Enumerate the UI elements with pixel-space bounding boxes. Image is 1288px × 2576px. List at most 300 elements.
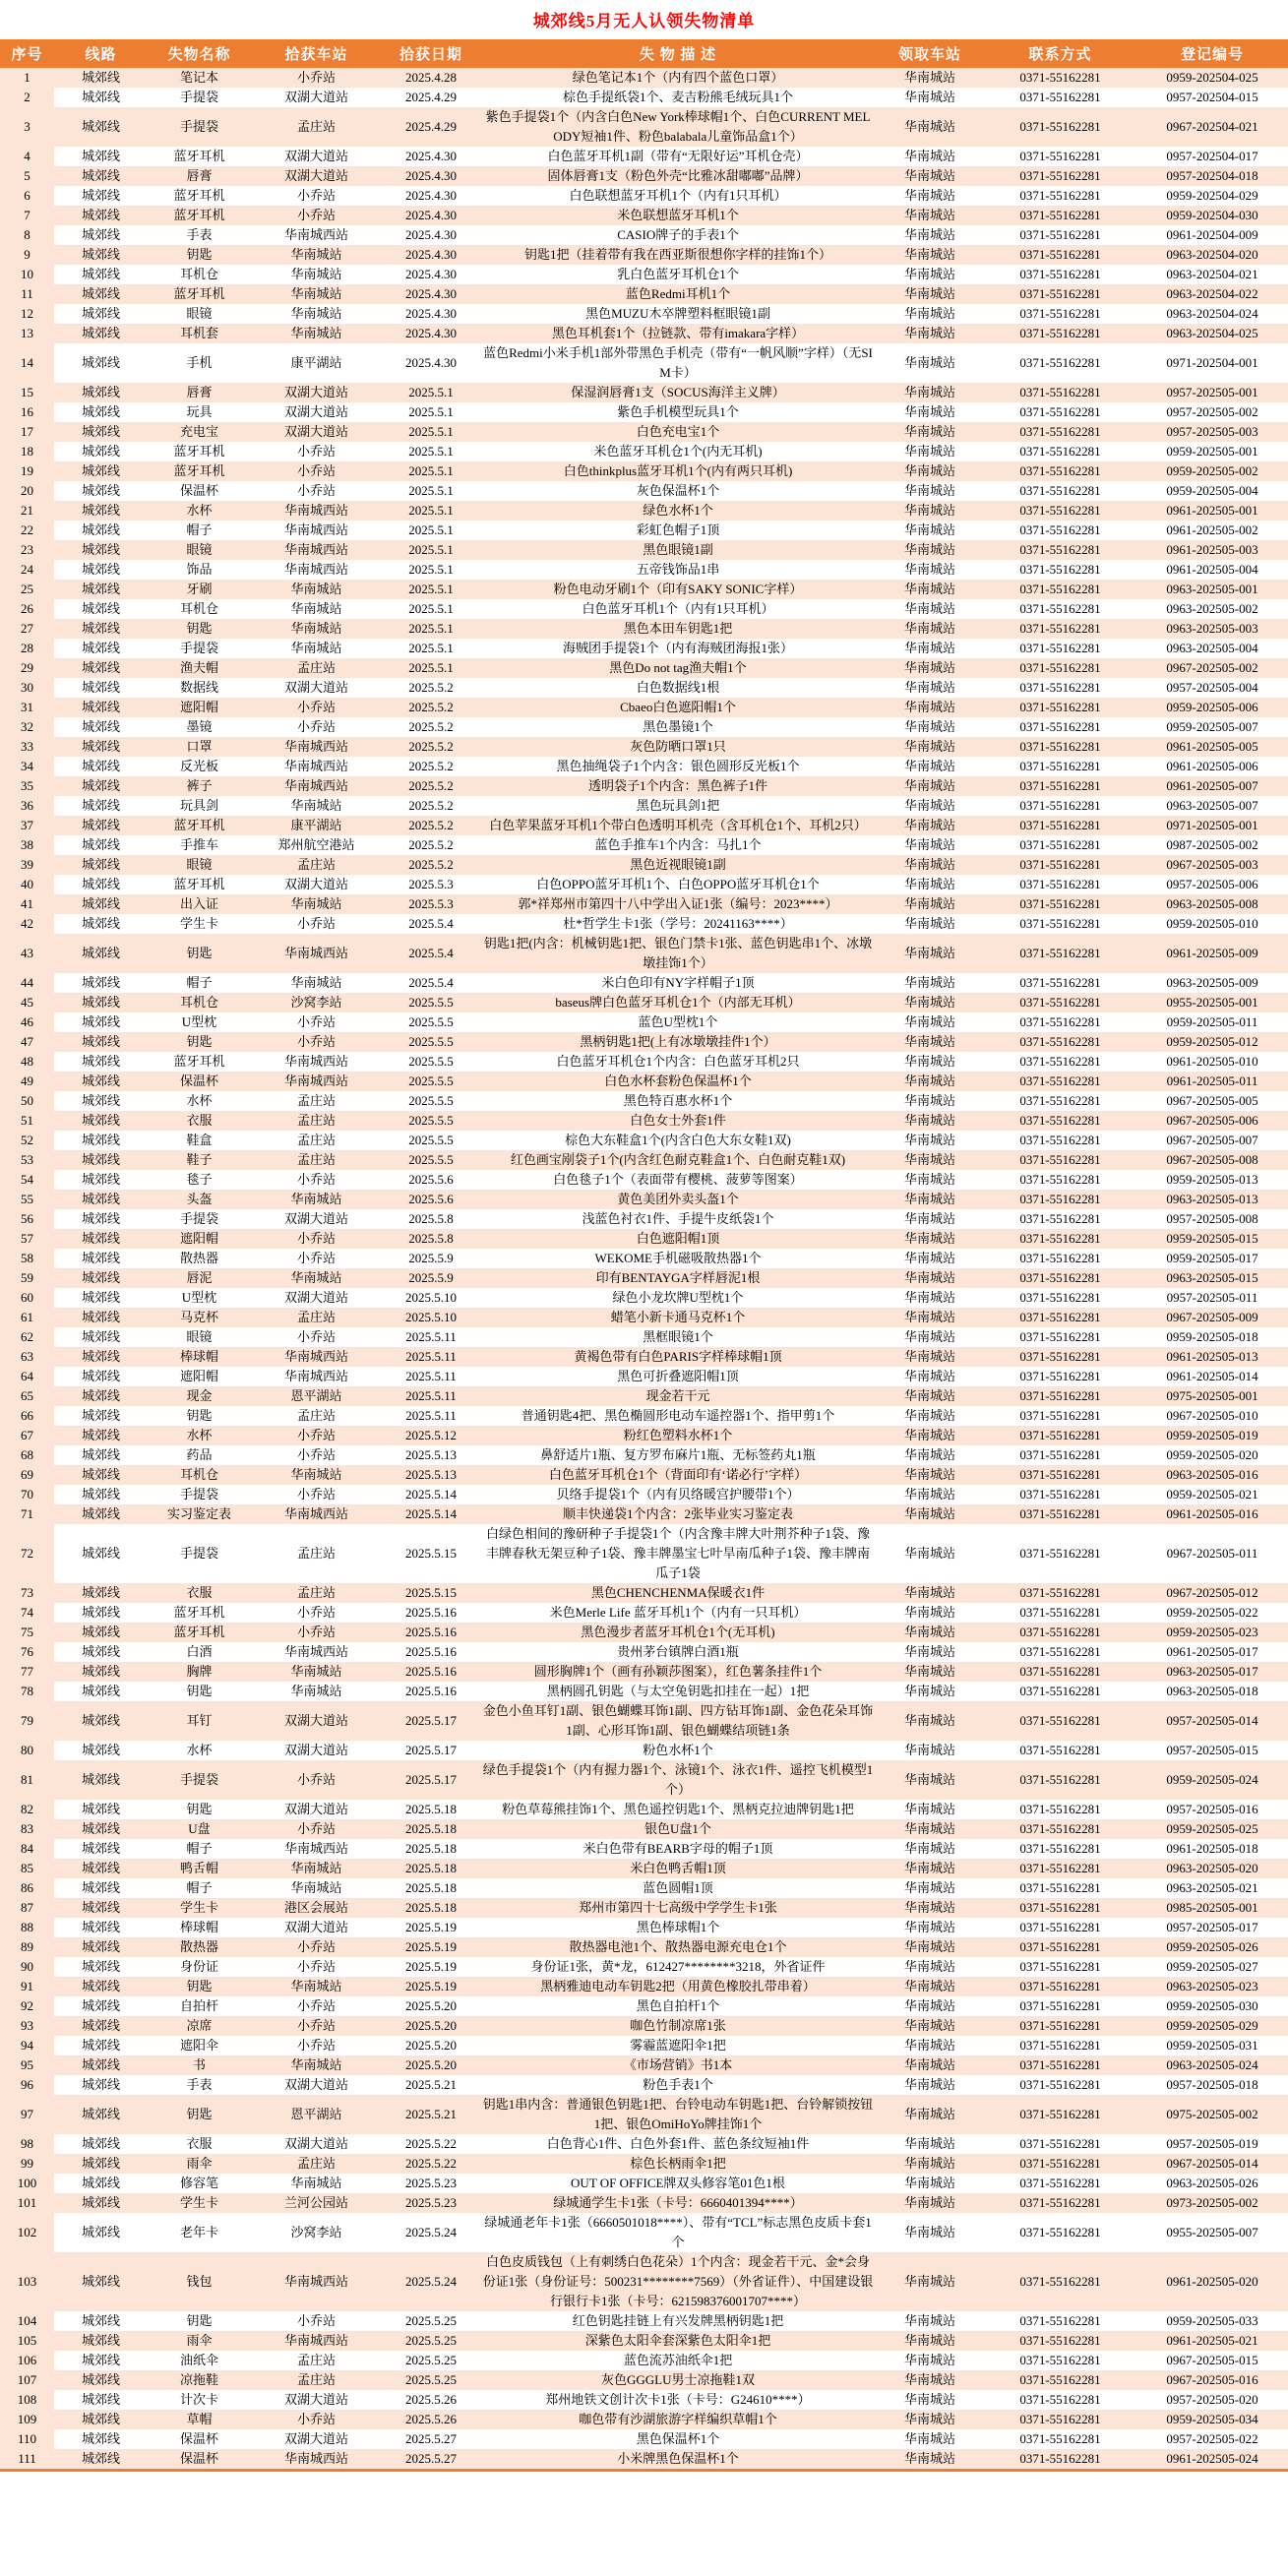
table-cell: 0961-202505-003 — [1136, 540, 1288, 560]
table-cell: 鞋子 — [148, 1150, 251, 1170]
table-cell: 0957-202504-015 — [1136, 88, 1288, 107]
table-cell: 7 — [0, 206, 54, 225]
table-cell: 92 — [0, 1996, 54, 2016]
table-cell: 城郊线 — [54, 1898, 148, 1918]
table-cell: 0371-55162281 — [984, 678, 1136, 698]
table-cell: 恩平湖站 — [251, 2095, 382, 2134]
table-cell: 蓝牙耳机 — [148, 1623, 251, 1642]
table-cell: 0371-55162281 — [984, 1170, 1136, 1190]
table-row — [0, 1996, 1288, 2016]
table-cell: 0957-202505-018 — [1136, 2075, 1288, 2095]
table-cell: 遮阳帽 — [148, 1367, 251, 1386]
table-row — [0, 894, 1288, 914]
table-cell: 小乔站 — [251, 442, 382, 461]
table-cell: 华南城站 — [876, 1111, 984, 1131]
table-cell: 73 — [0, 1583, 54, 1603]
table-cell: 91 — [0, 1977, 54, 1996]
table-cell: 城郊线 — [54, 265, 148, 284]
table-cell: 遮阳帽 — [148, 698, 251, 717]
table-cell: 城郊线 — [54, 1072, 148, 1091]
table-cell: 52 — [0, 1131, 54, 1150]
table-cell: 0371-55162281 — [984, 2134, 1136, 2154]
table-cell: 圆形胸牌1个（画有孙颖莎图案），红色薯条挂件1个 — [480, 1662, 876, 1682]
table-cell: 华南城站 — [876, 481, 984, 501]
table-cell: 2025.5.2 — [382, 816, 480, 835]
table-cell: 2025.5.18 — [382, 1859, 480, 1878]
table-cell: 13 — [0, 324, 54, 343]
table-cell: 33 — [0, 737, 54, 757]
table-cell: 81 — [0, 1760, 54, 1800]
table-cell: 华南城站 — [876, 1839, 984, 1859]
table-row — [0, 2331, 1288, 2351]
table-cell: 华南城站 — [876, 2449, 984, 2471]
table-cell: 2025.4.28 — [382, 68, 480, 88]
table-cell: 白色遮阳帽1顶 — [480, 1229, 876, 1249]
table-cell: 2025.5.25 — [382, 2311, 480, 2331]
table-cell: 84 — [0, 1839, 54, 1859]
table-cell: 华南城站 — [251, 894, 382, 914]
table-cell: 钥匙 — [148, 619, 251, 639]
table-row — [0, 2311, 1288, 2331]
table-cell: 2025.5.4 — [382, 973, 480, 993]
table-cell: 2025.5.20 — [382, 2016, 480, 2036]
table-cell: 2025.5.2 — [382, 855, 480, 875]
table-cell: 城郊线 — [54, 2331, 148, 2351]
table-cell: 郑州航空港站 — [251, 835, 382, 855]
table-cell: 蓝色Redmi耳机1个 — [480, 284, 876, 304]
table-cell: 手推车 — [148, 835, 251, 855]
table-cell: 华南城站 — [876, 678, 984, 698]
table-cell: 0959-202505-029 — [1136, 2016, 1288, 2036]
table-cell: 华南城站 — [876, 796, 984, 816]
table-cell: 华南城站 — [876, 540, 984, 560]
table-cell: 2025.5.5 — [382, 1052, 480, 1072]
table-cell: 2025.4.29 — [382, 107, 480, 147]
table-cell: 0371-55162281 — [984, 245, 1136, 265]
table-cell: 93 — [0, 2016, 54, 2036]
table-cell: 0371-55162281 — [984, 1878, 1136, 1898]
column-header: 序号 — [0, 39, 54, 68]
table-cell: 黑色眼镜1副 — [480, 540, 876, 560]
table-cell: 钥匙 — [148, 1032, 251, 1052]
table-cell: 华南城站 — [876, 1741, 984, 1760]
table-row — [0, 2036, 1288, 2055]
table-cell: 2025.5.9 — [382, 1249, 480, 1268]
table-cell: 0957-202505-006 — [1136, 875, 1288, 894]
table-cell: 0371-55162281 — [984, 1583, 1136, 1603]
table-cell: 华南城站 — [876, 1524, 984, 1583]
table-cell: 双湖大道站 — [251, 1701, 382, 1741]
table-row — [0, 1032, 1288, 1052]
table-cell: 86 — [0, 1878, 54, 1898]
table-cell: 白色OPPO蓝牙耳机1个、白色OPPO蓝牙耳机仓1个 — [480, 875, 876, 894]
table-cell: 0967-202505-006 — [1136, 1111, 1288, 1131]
table-cell: 华南城站 — [876, 1367, 984, 1386]
table-cell: 48 — [0, 1052, 54, 1072]
table-cell: 华南城站 — [251, 1878, 382, 1898]
table-cell: 城郊线 — [54, 2213, 148, 2252]
table-cell: 0955-202505-001 — [1136, 993, 1288, 1012]
table-cell: 0957-202505-008 — [1136, 1209, 1288, 1229]
table-cell: 0371-55162281 — [984, 1052, 1136, 1072]
table-cell: 59 — [0, 1268, 54, 1288]
table-cell: 华南城站 — [876, 1977, 984, 1996]
table-cell: 2025.5.1 — [382, 442, 480, 461]
table-cell: 遮阳伞 — [148, 2036, 251, 2055]
table-cell: 城郊线 — [54, 2370, 148, 2390]
table-cell: 60 — [0, 1288, 54, 1308]
table-cell: 城郊线 — [54, 2410, 148, 2429]
table-cell: 城郊线 — [54, 639, 148, 658]
table-cell: 39 — [0, 855, 54, 875]
table-cell: 白色皮质钱包（上有刺绣白色花朵）1个内含：现金若干元、金*会身份证1张（身份证号：500231********7569）（外省证件）、中国建设银行银行卡1张（卡号：621598376001707****） — [480, 2252, 876, 2311]
table-cell: 城郊线 — [54, 1701, 148, 1741]
table-cell: 双湖大道站 — [251, 88, 382, 107]
table-cell: 华南城站 — [251, 2174, 382, 2193]
table-cell: 0371-55162281 — [984, 88, 1136, 107]
table-cell: 蓝牙耳机 — [148, 442, 251, 461]
table-cell: 城郊线 — [54, 2075, 148, 2095]
table-cell: 华南城站 — [876, 580, 984, 599]
table-cell: 华南城站 — [251, 796, 382, 816]
table-cell: 城郊线 — [54, 835, 148, 855]
table-row — [0, 934, 1288, 973]
table-cell: 城郊线 — [54, 1229, 148, 1249]
table-cell: 油纸伞 — [148, 2351, 251, 2370]
table-cell: 0959-202505-012 — [1136, 1032, 1288, 1052]
table-cell: 小乔站 — [251, 1937, 382, 1957]
table-cell: 华南城西站 — [251, 540, 382, 560]
table-cell: 0371-55162281 — [984, 2390, 1136, 2410]
table-cell: 0971-202504-001 — [1136, 343, 1288, 383]
table-cell: 0371-55162281 — [984, 2174, 1136, 2193]
table-cell: 城郊线 — [54, 875, 148, 894]
table-row — [0, 698, 1288, 717]
table-cell: 36 — [0, 796, 54, 816]
table-cell: 华南城站 — [876, 1485, 984, 1504]
table-cell: 0963-202505-003 — [1136, 619, 1288, 639]
table-cell: 钥匙 — [148, 1800, 251, 1819]
table-cell: 粉色水杯1个 — [480, 1741, 876, 1760]
table-cell: 2025.5.19 — [382, 1957, 480, 1977]
table-cell: 蓝牙耳机 — [148, 284, 251, 304]
table-row — [0, 2449, 1288, 2471]
table-cell: 0959-202505-011 — [1136, 1012, 1288, 1032]
table-row — [0, 599, 1288, 619]
table-row — [0, 1682, 1288, 1701]
table-cell: 28 — [0, 639, 54, 658]
table-cell: 0955-202505-007 — [1136, 2213, 1288, 2252]
table-cell: 0371-55162281 — [984, 1426, 1136, 1445]
table-cell: 华南城站 — [251, 973, 382, 993]
table-cell: 灰色防晒口罩1只 — [480, 737, 876, 757]
table-cell: 2025.5.4 — [382, 914, 480, 934]
table-cell: 城郊线 — [54, 68, 148, 88]
table-cell: 小乔站 — [251, 1445, 382, 1465]
table-cell: 华南城站 — [876, 1957, 984, 1977]
table-cell: 印有BENTAYGA字样唇泥1根 — [480, 1268, 876, 1288]
table-cell: 白色蓝牙耳机仓1个（背面印有‘诺必行’字样） — [480, 1465, 876, 1485]
table-cell: 浅蓝色衬衣1件、手提牛皮纸袋1个 — [480, 1209, 876, 1229]
table-cell: 现金 — [148, 1386, 251, 1406]
table-row — [0, 206, 1288, 225]
table-cell: 保温杯 — [148, 2429, 251, 2449]
table-cell: 城郊线 — [54, 2311, 148, 2331]
table-cell: 2025.5.13 — [382, 1465, 480, 1485]
table-cell: 手机 — [148, 343, 251, 383]
table-row — [0, 717, 1288, 737]
table-cell: 65 — [0, 1386, 54, 1406]
table-cell: 城郊线 — [54, 2390, 148, 2410]
table-row — [0, 2075, 1288, 2095]
table-cell: 0371-55162281 — [984, 2095, 1136, 2134]
table-cell: 白色背心1件、白色外套1件、蓝色条纹短袖1件 — [480, 2134, 876, 2154]
table-cell: 衣服 — [148, 1583, 251, 1603]
table-row — [0, 1367, 1288, 1386]
table-cell: 手提袋 — [148, 1209, 251, 1229]
table-cell: 21 — [0, 501, 54, 521]
table-cell: 手提袋 — [148, 1485, 251, 1504]
table-cell: 0371-55162281 — [984, 1091, 1136, 1111]
table-cell: 黑色本田车钥匙1把 — [480, 619, 876, 639]
table-cell: 72 — [0, 1524, 54, 1583]
table-cell: 0371-55162281 — [984, 422, 1136, 442]
table-cell: 0961-202505-014 — [1136, 1367, 1288, 1386]
table-cell: 头盔 — [148, 1190, 251, 1209]
table-cell: 华南城站 — [876, 2075, 984, 2095]
table-cell: 华南城西站 — [251, 2252, 382, 2311]
table-cell: 孟庄站 — [251, 1308, 382, 1327]
table-cell: 黑色近视眼镜1副 — [480, 855, 876, 875]
table-cell: 小乔站 — [251, 2036, 382, 2055]
table-cell: 华南城西站 — [251, 225, 382, 245]
table-cell: 0967-202505-009 — [1136, 1308, 1288, 1327]
table-cell: 华南城站 — [876, 304, 984, 324]
table-cell: 城郊线 — [54, 973, 148, 993]
table-cell: 0371-55162281 — [984, 1327, 1136, 1347]
column-header: 线路 — [54, 39, 148, 68]
table-row — [0, 1150, 1288, 1170]
table-cell: 华南城站 — [876, 993, 984, 1012]
table-cell: 城郊线 — [54, 206, 148, 225]
table-cell: 华南城西站 — [251, 560, 382, 580]
table-cell: 0371-55162281 — [984, 816, 1136, 835]
table-cell: 散热器 — [148, 1937, 251, 1957]
table-cell: 2025.5.11 — [382, 1367, 480, 1386]
table-cell: 粉色电动牙刷1个（印有SAKY SONIC字样） — [480, 580, 876, 599]
table-cell: 城郊线 — [54, 619, 148, 639]
table-row — [0, 284, 1288, 304]
table-cell: 2025.5.27 — [382, 2429, 480, 2449]
table-row — [0, 1898, 1288, 1918]
table-cell: 0371-55162281 — [984, 1996, 1136, 2016]
table-cell: 2025.5.5 — [382, 1072, 480, 1091]
table-cell: 华南城西站 — [251, 757, 382, 776]
table-row — [0, 1072, 1288, 1091]
table-cell: 0371-55162281 — [984, 2075, 1136, 2095]
table-cell: 2025.5.1 — [382, 540, 480, 560]
table-cell: 56 — [0, 1209, 54, 1229]
table-row — [0, 1327, 1288, 1347]
table-cell: 小乔站 — [251, 2311, 382, 2331]
table-cell: 0371-55162281 — [984, 442, 1136, 461]
table-cell: 棕色手提纸袋1个、麦吉粉熊毛绒玩具1个 — [480, 88, 876, 107]
table-cell: 华南城站 — [876, 875, 984, 894]
table-cell: 0371-55162281 — [984, 1268, 1136, 1288]
table-cell: 华南城站 — [876, 147, 984, 166]
table-cell: 华南城站 — [876, 1091, 984, 1111]
table-cell: 城郊线 — [54, 324, 148, 343]
table-cell: 2025.5.21 — [382, 2075, 480, 2095]
table-cell: 城郊线 — [54, 442, 148, 461]
table-cell: 64 — [0, 1367, 54, 1386]
table-cell: 2025.5.20 — [382, 1996, 480, 2016]
table-cell: 城郊线 — [54, 1504, 148, 1524]
table-cell: 0371-55162281 — [984, 1642, 1136, 1662]
table-cell: 32 — [0, 717, 54, 737]
table-cell: 0371-55162281 — [984, 147, 1136, 166]
table-cell: 0963-202505-007 — [1136, 796, 1288, 816]
table-cell: 2025.5.2 — [382, 698, 480, 717]
table-cell: 0371-55162281 — [984, 2154, 1136, 2174]
table-cell: 华南城站 — [876, 166, 984, 186]
table-cell: 城郊线 — [54, 1583, 148, 1603]
table-cell: 0967-202505-005 — [1136, 1091, 1288, 1111]
column-header: 领取车站 — [876, 39, 984, 68]
table-cell: 68 — [0, 1445, 54, 1465]
table-cell: 0371-55162281 — [984, 2036, 1136, 2055]
table-row — [0, 993, 1288, 1012]
table-row — [0, 1701, 1288, 1741]
table-cell: 实习鉴定表 — [148, 1504, 251, 1524]
table-cell: 华南城站 — [876, 1937, 984, 1957]
table-cell: 双湖大道站 — [251, 2134, 382, 2154]
table-cell: 透明袋子1个内含：黑色裤子1件 — [480, 776, 876, 796]
table-cell: 2025.5.17 — [382, 1741, 480, 1760]
table-cell: 2025.5.8 — [382, 1209, 480, 1229]
table-cell: 0963-202505-001 — [1136, 580, 1288, 599]
table-cell: 衣服 — [148, 2134, 251, 2154]
table-cell: 0371-55162281 — [984, 304, 1136, 324]
table-cell: 华南城站 — [876, 2252, 984, 2311]
table-cell: 贵州茅台镇牌白酒1瓶 — [480, 1642, 876, 1662]
table-cell: 双湖大道站 — [251, 2075, 382, 2095]
table-cell: 华南城站 — [251, 245, 382, 265]
table-cell: 双湖大道站 — [251, 1741, 382, 1760]
table-cell: 米白色鸭舌帽1顶 — [480, 1859, 876, 1878]
table-cell: 城郊线 — [54, 737, 148, 757]
table-cell: 孟庄站 — [251, 1131, 382, 1150]
table-cell: 华南城站 — [876, 599, 984, 619]
table-cell: 44 — [0, 973, 54, 993]
table-cell: 华南城站 — [251, 2055, 382, 2075]
table-cell: 米色联想蓝牙耳机1个 — [480, 206, 876, 225]
table-cell: 郑州市第四十七高级中学学生卡1张 — [480, 1898, 876, 1918]
table-cell: 0371-55162281 — [984, 1937, 1136, 1957]
table-cell: 华南城站 — [876, 1012, 984, 1032]
table-cell: 2025.5.2 — [382, 757, 480, 776]
table-cell: 70 — [0, 1485, 54, 1504]
table-cell: 华南城站 — [876, 1327, 984, 1347]
table-cell: 墨镜 — [148, 717, 251, 737]
table-cell: 凉席 — [148, 2016, 251, 2036]
table-row — [0, 973, 1288, 993]
table-cell: 104 — [0, 2311, 54, 2331]
table-row — [0, 1918, 1288, 1937]
table-cell: 城郊线 — [54, 894, 148, 914]
table-cell: 2025.5.11 — [382, 1347, 480, 1367]
table-cell: 90 — [0, 1957, 54, 1977]
table-cell: 0963-202505-017 — [1136, 1662, 1288, 1682]
table-cell: 0967-202505-008 — [1136, 1150, 1288, 1170]
table-cell: 87 — [0, 1898, 54, 1918]
table-cell: 小乔站 — [251, 461, 382, 481]
table-cell: 双湖大道站 — [251, 1918, 382, 1937]
table-cell: 华南城站 — [876, 1209, 984, 1229]
table-cell: 华南城站 — [876, 934, 984, 973]
table-cell: 城郊线 — [54, 1111, 148, 1131]
table-cell: 23 — [0, 540, 54, 560]
table-cell: 0963-202505-023 — [1136, 1977, 1288, 1996]
table-cell: 107 — [0, 2370, 54, 2390]
table-cell: 41 — [0, 894, 54, 914]
table-row — [0, 875, 1288, 894]
table-cell: 0963-202505-018 — [1136, 1682, 1288, 1701]
table-cell: 白绿色相间的豫研种子手提袋1个（内含豫丰牌大叶荆芥种子1袋、豫丰牌春秋无架豆种子1袋、豫丰牌墨宝七叶旱南瓜种子1袋、豫丰牌南瓜子1袋 — [480, 1524, 876, 1583]
table-cell: 2025.5.16 — [382, 1682, 480, 1701]
table-cell: 0371-55162281 — [984, 1957, 1136, 1977]
table-cell: 0961-202505-024 — [1136, 2449, 1288, 2471]
table-row — [0, 2134, 1288, 2154]
table-cell: 0371-55162281 — [984, 1701, 1136, 1741]
table-row — [0, 2055, 1288, 2075]
table-row — [0, 1741, 1288, 1760]
table-cell: 37 — [0, 816, 54, 835]
table-cell: 74 — [0, 1603, 54, 1623]
table-cell: 0961-202505-013 — [1136, 1347, 1288, 1367]
table-cell: 2025.5.11 — [382, 1406, 480, 1426]
table-cell: 0371-55162281 — [984, 383, 1136, 402]
table-row — [0, 383, 1288, 402]
table-cell: 城郊线 — [54, 1800, 148, 1819]
table-cell: 蓝色手推车1个内含：马扎1个 — [480, 835, 876, 855]
table-cell: 0959-202505-024 — [1136, 1760, 1288, 1800]
table-cell: 华南城站 — [876, 658, 984, 678]
table-cell: 华南城站 — [876, 1623, 984, 1642]
table-cell: 0959-202505-034 — [1136, 2410, 1288, 2429]
table-cell: 城郊线 — [54, 521, 148, 540]
table-cell: 钥匙 — [148, 2311, 251, 2331]
table-row — [0, 2154, 1288, 2174]
table-cell: 2025.5.18 — [382, 1839, 480, 1859]
table-cell: 0957-202505-017 — [1136, 1918, 1288, 1937]
table-cell: 94 — [0, 2036, 54, 2055]
table-cell: 手提袋 — [148, 639, 251, 658]
table-cell: 2025.5.2 — [382, 776, 480, 796]
table-cell: 0371-55162281 — [984, 855, 1136, 875]
table-cell: 双湖大道站 — [251, 875, 382, 894]
table-cell: 华南城站 — [876, 1249, 984, 1268]
table-row — [0, 107, 1288, 147]
table-row — [0, 2351, 1288, 2370]
table-cell: 蓝牙耳机 — [148, 816, 251, 835]
table-cell: 101 — [0, 2193, 54, 2213]
table-cell: 67 — [0, 1426, 54, 1445]
table-cell: 0371-55162281 — [984, 1898, 1136, 1918]
table-row — [0, 1583, 1288, 1603]
table-cell: 0961-202505-001 — [1136, 501, 1288, 521]
table-cell: 粉色草莓熊挂饰1个、黑色遥控钥匙1个、黑柄克拉迪牌钥匙1把 — [480, 1800, 876, 1819]
